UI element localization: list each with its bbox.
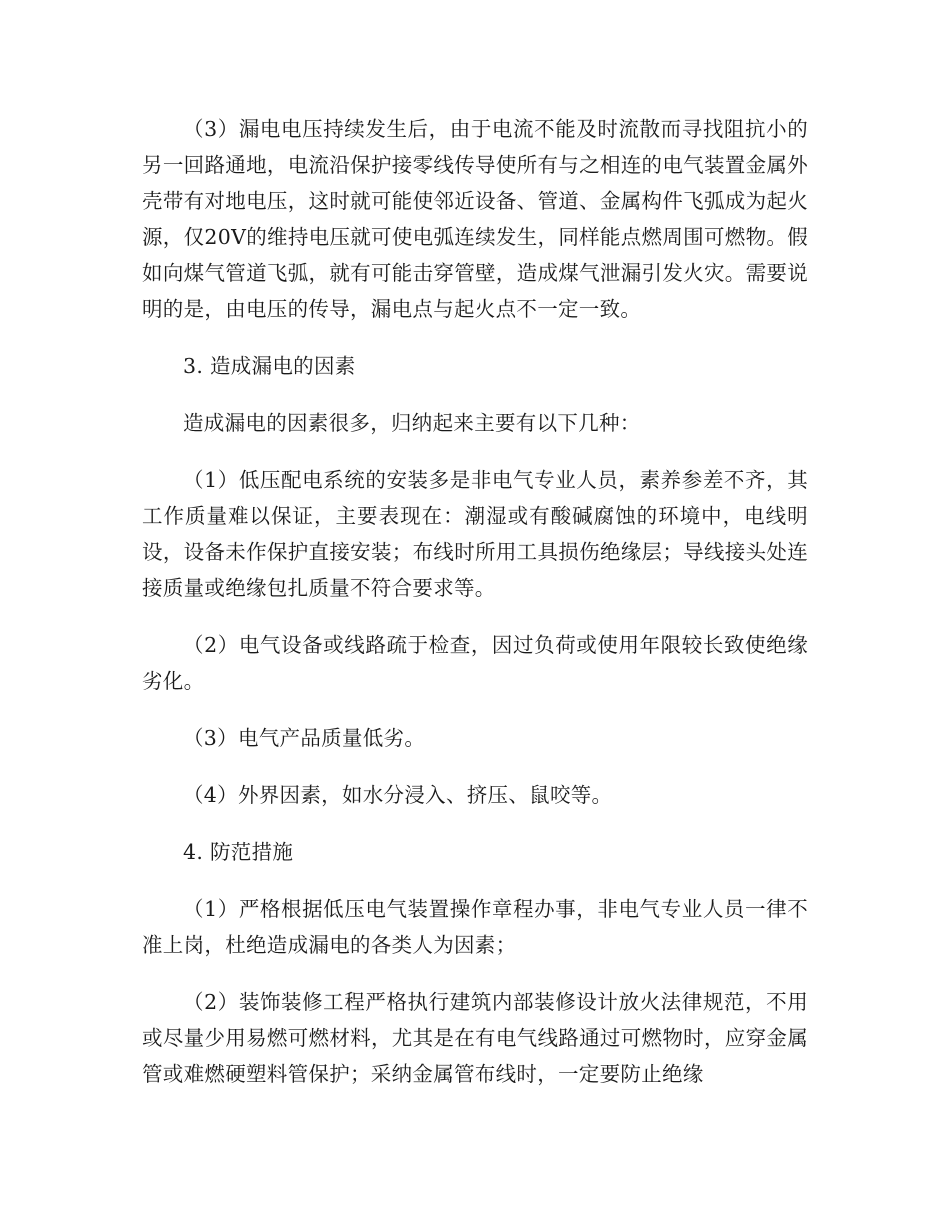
paragraph-leakage-voltage-conduction: （3）漏电电压持续发生后，由于电流不能及时流散而寻找阻抗小的另一回路通地，电流沿保护接零线传导使所有与之相连的电气装置金属外壳带有对地电压，这时就可能使邻近设备、管道、金属构件飞弧成为起火源，仅20V的维持电压就可使电弧连续发生，同样能点燃周围可燃物。假如向煤气管道飞弧，就有可能击穿管壁，造成煤气泄漏引发火灾。需要说明的是，由电压的传导，漏电点与起火点不一定一致。 — [142, 117, 808, 321]
paragraph-factor-installation: （1）低压配电系统的安装多是非电气专业人员，素养参差不齐，其工作质量难以保证，主要表现在：潮湿或有酸碱腐蚀的环境中，电线明设，设备未作保护直接安装；布线时所用工具损伤绝缘层；导线接头处连接质量或绝缘包扎质量不符合要求等。 — [142, 468, 808, 600]
paragraph-prevention-rules: （1）严格根据低压电气装置操作章程办事，非电气专业人员一律不准上岗，杜绝造成漏电的各类人为因素； — [142, 897, 808, 957]
paragraph-factor-inspection: （2）电气设备或线路疏于检查，因过负荷或使用年限较长致使绝缘劣化。 — [142, 633, 808, 693]
paragraph-factor-external: （4）外界因素，如水分浸入、挤压、鼠咬等。 — [183, 783, 613, 807]
paragraph-factors-intro: 造成漏电的因素很多，归纳起来主要有以下几种： — [183, 411, 641, 435]
paragraph-factor-product-quality: （3）电气产品质量低劣。 — [183, 726, 426, 750]
document-body — [142, 111, 808, 1113]
section-heading-prevention: 4. 防范措施 — [183, 840, 294, 864]
paragraph-prevention-decoration: （2）装饰装修工程严格执行建筑内部装修设计放火法律规范，不用或尽量少用易燃可燃材料，尤其是在有电气线路通过可燃物时，应穿金属管或难燃硬塑料管保护；采纳金属管布线时，一定要防止绝缘 — [142, 990, 808, 1086]
section-heading-leakage-factors: 3. 造成漏电的因素 — [183, 354, 356, 378]
